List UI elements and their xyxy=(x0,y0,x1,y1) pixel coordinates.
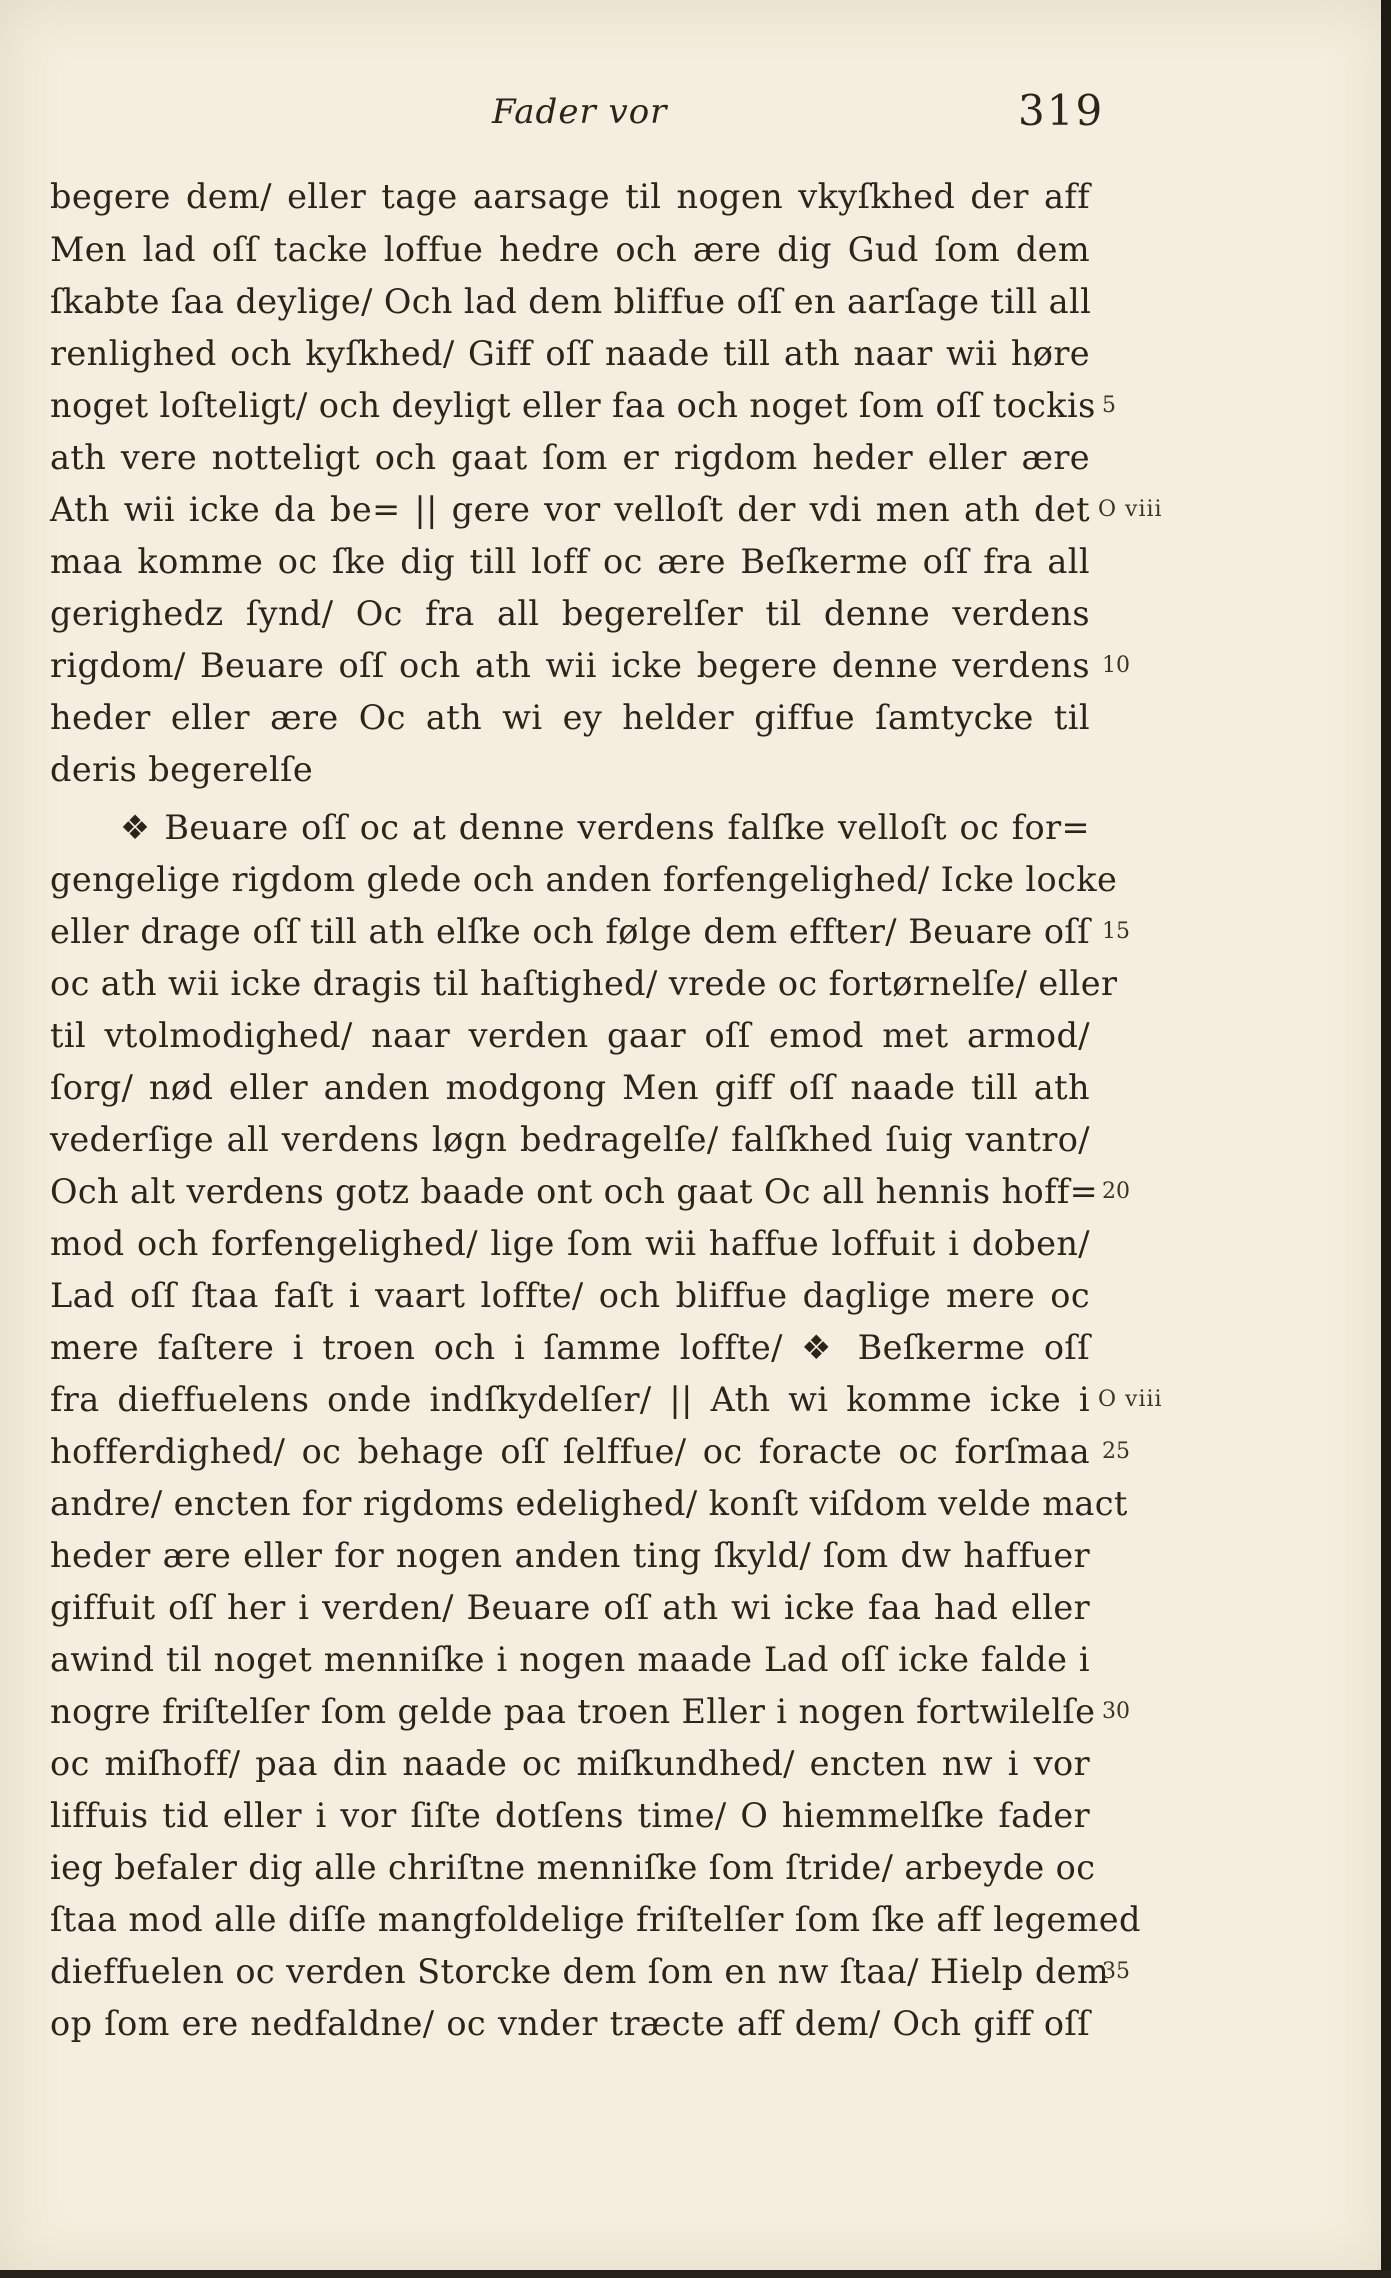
text-line: hofferdighed/ oc behage oſſ ſelffue/ oc foracte oc forſmaa xyxy=(50,1432,1090,1471)
line-number: 20 xyxy=(1102,1179,1130,1204)
text-line: dieffuelen oc verden Storcke dem ſom en nw ſtaa/ Hielp dem xyxy=(50,1952,1110,1991)
text-line: ieg befaler dig alle chriſtne menniſke ſom ſtride/ arbeyde oc xyxy=(50,1848,1096,1887)
text-line: eller drage oſſ till ath elſke och følge dem effter/ Beuare oſſ xyxy=(50,912,1090,951)
text-line: ſorg/ nød eller anden modgong Men giff oſſ naade till ath xyxy=(50,1068,1090,1107)
line-number: 30 xyxy=(1102,1699,1130,1724)
text-line: giffuit oſſ her i verden/ Beuare oſſ ath wi icke faa had eller xyxy=(50,1588,1090,1627)
text-line: oc miſhoff/ paa din naade oc miſkundhed/ encten nw i vor xyxy=(50,1744,1090,1783)
text-line: ſkabte ſaa deylige/ Och lad dem bliffue oſſ en aarſage till all xyxy=(50,282,1092,321)
text-line: mod och forfengelighed/ lige ſom wii haffue loffuit i doben/ xyxy=(50,1224,1090,1263)
text-line: nogre friſtelſer ſom gelde paa troen Eller i nogen fortwilelſe xyxy=(50,1692,1096,1731)
text-line: ❖ Beuare oſſ oc at denne verdens falſke velloſt oc for= xyxy=(120,808,1090,847)
text-line: op ſom ere nedfaldne/ oc vnder træcte aff dem/ Och giff oſſ xyxy=(50,2004,1090,2043)
text-line: Men lad oſſ tacke loffue hedre och ære dig Gud ſom dem xyxy=(50,230,1090,269)
scan-edge-right xyxy=(1381,0,1391,2278)
text-line: oc ath wii icke dragis til haſtighed/ vrede oc fortørnelſe/ eller xyxy=(50,964,1118,1003)
text-line: heder ære eller for nogen anden ting ſkyld/ ſom dw haffuer xyxy=(50,1536,1090,1575)
page-number: 319 xyxy=(1018,86,1105,135)
text-line: til vtolmodighed/ naar verden gaar oſſ emod met armod/ xyxy=(50,1016,1090,1055)
line-number: 5 xyxy=(1102,393,1116,418)
scan-edge-bottom xyxy=(0,2270,1391,2278)
signature-mark: O viii xyxy=(1098,497,1163,522)
line-number: 25 xyxy=(1102,1439,1130,1464)
text-line: renlighed och kyſkhed/ Giff oſſ naade till ath naar wii høre xyxy=(50,334,1090,373)
text-line: Ath wii icke da be= || gere vor velloſt der vdi men ath det xyxy=(50,490,1090,529)
text-line: heder eller ære Oc ath wi ey helder giffue ſamtycke til xyxy=(50,698,1090,737)
text-line: Lad oſſ ſtaa faſt i vaart loffte/ och bliffue daglige mere oc xyxy=(50,1276,1090,1315)
text-line: begere dem/ eller tage aarsage til nogen vkyſkhed der aff xyxy=(50,177,1090,216)
text-line: ath vere notteligt och gaat ſom er rigdom heder eller ære xyxy=(50,438,1090,477)
text-line: ſtaa mod alle diſſe mangfoldelige friſtelſer ſom ſke aff legemed xyxy=(50,1900,1141,1939)
text-line: deris begerelſe xyxy=(50,750,314,789)
text-line: mere faſtere i troen och i ſamme loffte/ ❖ Beſkerme oſſ xyxy=(50,1328,1090,1367)
line-number: 35 xyxy=(1102,1959,1130,1984)
text-line: gengelige rigdom glede och anden forfengelighed/ Icke locke xyxy=(50,860,1118,899)
text-line: fra dieffuelens onde indſkydelſer/ || Ath wi komme icke i xyxy=(50,1380,1090,1419)
text-line: liffuis tid eller i vor ſiſte dotſens time/ O hiemmelſke fader xyxy=(50,1796,1090,1835)
text-line: Och alt verdens gotz baade ont och gaat Oc all hennis hoff= xyxy=(50,1172,1099,1211)
text-line: awind til noget menniſke i nogen maade Lad oſſ icke falde i xyxy=(50,1640,1090,1679)
line-number: 10 xyxy=(1102,653,1130,678)
text-line: andre/ encten for rigdoms edelighed/ konſt viſdom velde mact xyxy=(50,1484,1128,1523)
line-number: 15 xyxy=(1102,919,1130,944)
text-line: maa komme oc ſke dig till loff oc ære Beſkerme oſſ fra all xyxy=(50,542,1090,581)
text-line: rigdom/ Beuare oſſ och ath wii icke begere denne verdens xyxy=(50,646,1090,685)
running-head: Fader vor xyxy=(492,92,668,132)
text-line: noget loſteligt/ och deyligt eller faa och noget ſom oſſ tockis xyxy=(50,386,1096,425)
text-line: gerighedz ſynd/ Oc fra all begerelſer til denne verdens xyxy=(50,594,1090,633)
signature-mark: O viii xyxy=(1098,1387,1163,1412)
text-line: vederſige all verdens løgn bedragelſe/ falſkhed ſuig vantro/ xyxy=(50,1120,1090,1159)
